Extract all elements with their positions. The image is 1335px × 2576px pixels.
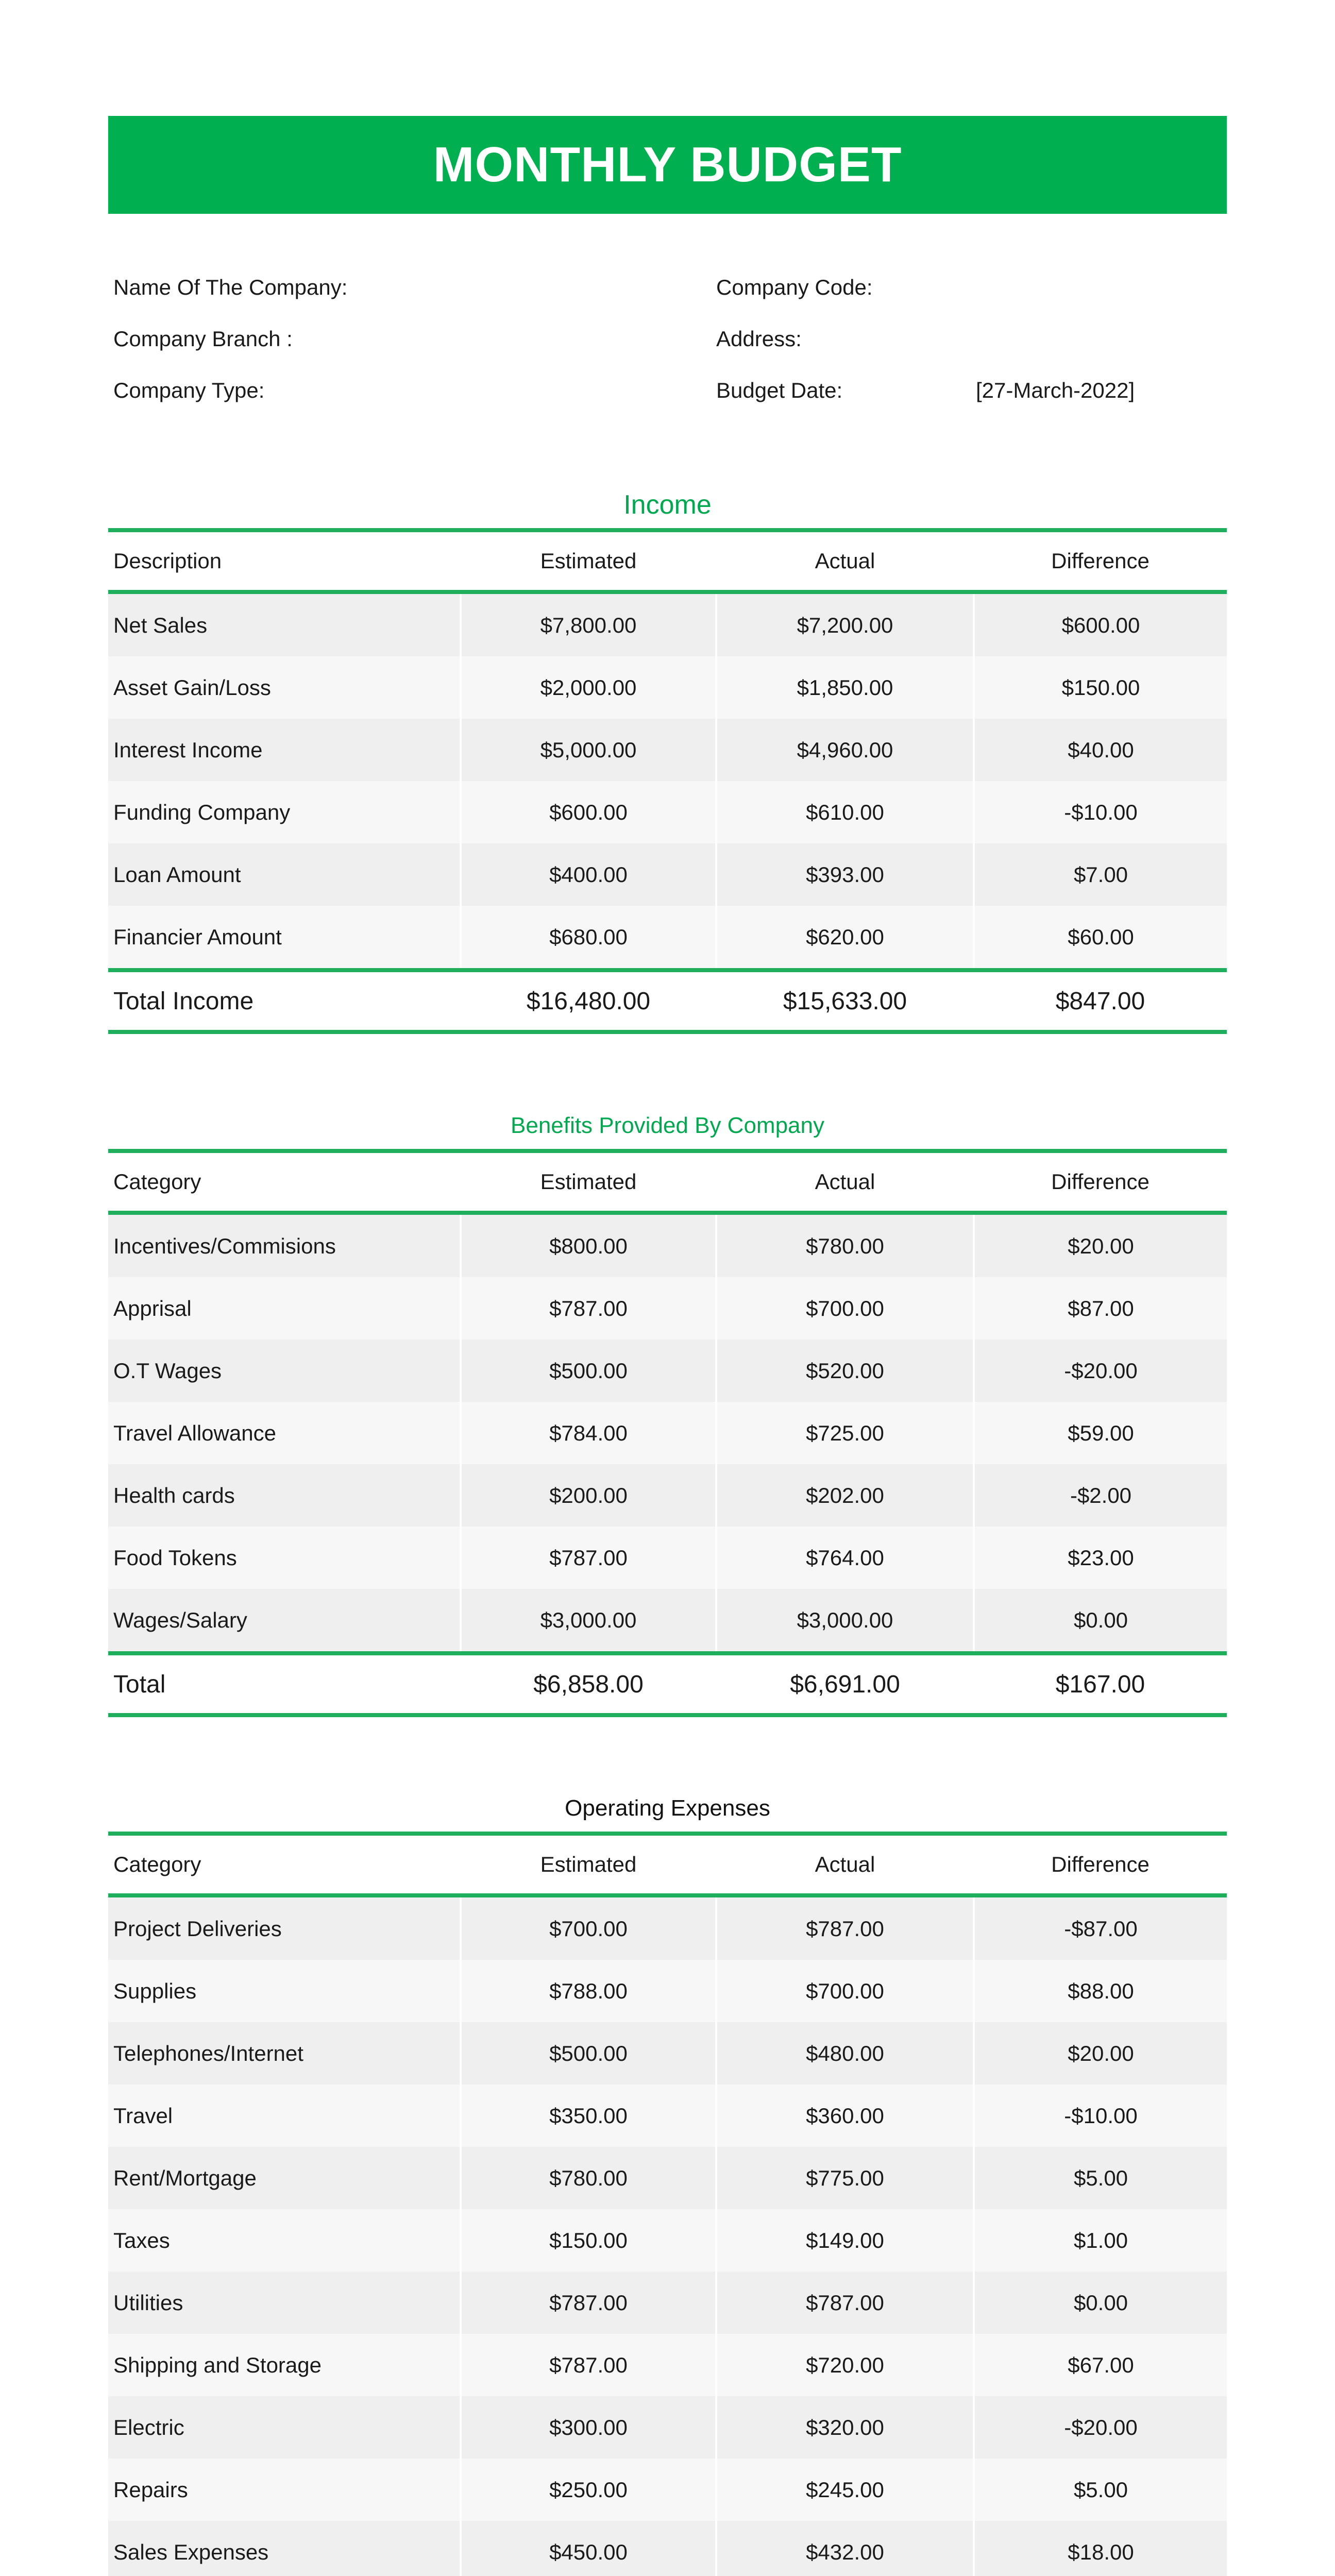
difference-cell: $60.00 <box>974 906 1227 970</box>
table-row <box>108 1340 1227 1402</box>
actual-cell: $725.00 <box>716 1402 974 1464</box>
table-row <box>108 592 1227 656</box>
row-label: Rent/Mortgage <box>108 2147 461 2209</box>
difference-cell: -$2.00 <box>974 1464 1227 1527</box>
row-label: Health cards <box>108 1464 461 1527</box>
total-row <box>108 970 1227 1032</box>
estimated-cell: $680.00 <box>461 906 716 970</box>
row-label: Asset Gain/Loss <box>108 656 461 719</box>
estimated-cell: $250.00 <box>461 2459 716 2521</box>
actual-cell: $720.00 <box>716 2334 974 2396</box>
table-row <box>108 2147 1227 2209</box>
row-label: Financier Amount <box>108 906 461 970</box>
total-row <box>108 1653 1227 1715</box>
total-estimated: $6,858.00 <box>533 1670 644 1698</box>
table-header <box>108 1151 1227 1213</box>
row-label: Project Deliveries <box>108 1895 461 1960</box>
header-row <box>108 530 1227 592</box>
actual-cell: $520.00 <box>716 1340 974 1402</box>
difference-cell: $7.00 <box>974 843 1227 906</box>
income-title: Income <box>623 490 712 520</box>
table-header <box>108 530 1227 592</box>
estimated-cell: $200.00 <box>461 1464 716 1527</box>
header-actual: Actual <box>815 1170 875 1194</box>
difference-cell: -$87.00 <box>974 1895 1227 1960</box>
header-category: Category <box>113 1170 201 1194</box>
actual-cell: $787.00 <box>716 2272 974 2334</box>
table-row <box>108 656 1227 719</box>
estimated-cell: $800.00 <box>461 1213 716 1277</box>
row-label: Incentives/Commisions <box>108 1213 461 1277</box>
row-label: Telephones/Internet <box>108 2022 461 2084</box>
total-estimated: $16,480.00 <box>526 987 651 1015</box>
actual-cell: $432.00 <box>716 2521 974 2576</box>
table-row <box>108 2022 1227 2084</box>
difference-cell: $59.00 <box>974 1402 1227 1464</box>
header-estimated: Estimated <box>540 1852 637 1876</box>
row-label: Shipping and Storage <box>108 2334 461 2396</box>
table-row <box>108 1213 1227 1277</box>
row-label: Utilities <box>108 2272 461 2334</box>
estimated-cell: $787.00 <box>461 2272 716 2334</box>
estimated-cell: $300.00 <box>461 2396 716 2459</box>
total-difference: $167.00 <box>1055 1670 1145 1698</box>
estimated-cell: $5,000.00 <box>461 719 716 781</box>
budget-date-label: Budget Date: <box>716 378 843 402</box>
table-row <box>108 1464 1227 1527</box>
budget-date-value: [27-March-2022] <box>976 378 1135 402</box>
table-row <box>108 1527 1227 1589</box>
header-estimated: Estimated <box>540 549 637 573</box>
estimated-cell: $780.00 <box>461 2147 716 2209</box>
actual-cell: $393.00 <box>716 843 974 906</box>
table-row <box>108 1895 1227 1960</box>
difference-cell: $5.00 <box>974 2147 1227 2209</box>
benefits-table <box>108 1149 1227 1717</box>
difference-cell: $5.00 <box>974 2459 1227 2521</box>
actual-cell: $775.00 <box>716 2147 974 2209</box>
difference-cell: $67.00 <box>974 2334 1227 2396</box>
income-section <box>108 482 1227 1034</box>
table-row <box>108 719 1227 781</box>
header-description: Description <box>113 549 222 573</box>
row-label: Repairs <box>108 2459 461 2521</box>
table-row <box>108 2272 1227 2334</box>
estimated-cell: $2,000.00 <box>461 656 716 719</box>
actual-cell: $360.00 <box>716 2084 974 2147</box>
benefits-section <box>108 1103 1227 1717</box>
table-row <box>108 843 1227 906</box>
header-actual: Actual <box>815 1852 875 1876</box>
header-actual: Actual <box>815 549 875 573</box>
page-title: MONTHLY BUDGET <box>433 137 902 192</box>
estimated-cell: $700.00 <box>461 1895 716 1960</box>
difference-cell: -$10.00 <box>974 2084 1227 2147</box>
difference-cell: $1.00 <box>974 2209 1227 2272</box>
header-difference: Difference <box>1051 549 1150 573</box>
difference-cell: $88.00 <box>974 1960 1227 2022</box>
benefits-title: Benefits Provided By Company <box>511 1113 824 1138</box>
header-estimated: Estimated <box>540 1170 637 1194</box>
actual-cell: $620.00 <box>716 906 974 970</box>
income-table <box>108 528 1227 1034</box>
table-row <box>108 2209 1227 2272</box>
row-label: Funding Company <box>108 781 461 843</box>
actual-cell: $610.00 <box>716 781 974 843</box>
actual-cell: $320.00 <box>716 2396 974 2459</box>
estimated-cell: $787.00 <box>461 2334 716 2396</box>
difference-cell: $18.00 <box>974 2521 1227 2576</box>
operating-title: Operating Expenses <box>565 1795 770 1821</box>
estimated-cell: $784.00 <box>461 1402 716 1464</box>
estimated-cell: $3,000.00 <box>461 1589 716 1653</box>
operating-section <box>108 1785 1227 2576</box>
row-label: O.T Wages <box>108 1340 461 1402</box>
actual-cell: $149.00 <box>716 2209 974 2272</box>
table-row <box>108 2396 1227 2459</box>
actual-cell: $1,850.00 <box>716 656 974 719</box>
actual-cell: $700.00 <box>716 1960 974 2022</box>
table-header <box>108 1834 1227 1895</box>
header-category: Category <box>113 1852 201 1876</box>
actual-cell: $780.00 <box>716 1213 974 1277</box>
difference-cell: $87.00 <box>974 1277 1227 1340</box>
table-row <box>108 2459 1227 2521</box>
row-label: Loan Amount <box>108 843 461 906</box>
table-row <box>108 781 1227 843</box>
company-branch-label: Company Branch : <box>113 327 293 351</box>
estimated-cell: $788.00 <box>461 1960 716 2022</box>
estimated-cell: $600.00 <box>461 781 716 843</box>
difference-cell: $40.00 <box>974 719 1227 781</box>
estimated-cell: $450.00 <box>461 2521 716 2576</box>
actual-cell: $480.00 <box>716 2022 974 2084</box>
total-actual: $15,633.00 <box>783 987 907 1015</box>
estimated-cell: $500.00 <box>461 2022 716 2084</box>
row-label: Apprisal <box>108 1277 461 1340</box>
difference-cell: $600.00 <box>974 592 1227 656</box>
table-row <box>108 2334 1227 2396</box>
table-row <box>108 1589 1227 1653</box>
difference-cell: -$20.00 <box>974 1340 1227 1402</box>
row-label: Food Tokens <box>108 1527 461 1589</box>
estimated-cell: $400.00 <box>461 843 716 906</box>
total-label: Total Income <box>113 987 254 1015</box>
company-code-label: Company Code: <box>716 275 873 299</box>
row-label: Travel Allowance <box>108 1402 461 1464</box>
estimated-cell: $150.00 <box>461 2209 716 2272</box>
estimated-cell: $350.00 <box>461 2084 716 2147</box>
table-row <box>108 1402 1227 1464</box>
actual-cell: $245.00 <box>716 2459 974 2521</box>
total-difference: $847.00 <box>1055 987 1145 1015</box>
table-row <box>108 1960 1227 2022</box>
table-row <box>108 2521 1227 2576</box>
table-row <box>108 1277 1227 1340</box>
difference-cell: $0.00 <box>974 1589 1227 1653</box>
difference-cell: $20.00 <box>974 2022 1227 2084</box>
row-label: Electric <box>108 2396 461 2459</box>
estimated-cell: $7,800.00 <box>461 592 716 656</box>
header-difference: Difference <box>1051 1852 1150 1876</box>
company-type-label: Company Type: <box>113 378 265 402</box>
difference-cell: $20.00 <box>974 1213 1227 1277</box>
table-row <box>108 906 1227 970</box>
company-name-label: Name Of The Company: <box>113 275 348 299</box>
row-label: Taxes <box>108 2209 461 2272</box>
row-label: Sales Expenses <box>108 2521 461 2576</box>
row-label: Wages/Salary <box>108 1589 461 1653</box>
address-label: Address: <box>716 327 802 351</box>
header-row <box>108 1151 1227 1213</box>
difference-cell: $0.00 <box>974 2272 1227 2334</box>
row-label: Supplies <box>108 1960 461 2022</box>
difference-cell: -$20.00 <box>974 2396 1227 2459</box>
estimated-cell: $787.00 <box>461 1527 716 1589</box>
row-label: Travel <box>108 2084 461 2147</box>
operating-table <box>108 1832 1227 2576</box>
actual-cell: $700.00 <box>716 1277 974 1340</box>
row-label: Net Sales <box>108 592 461 656</box>
actual-cell: $3,000.00 <box>716 1589 974 1653</box>
difference-cell: $150.00 <box>974 656 1227 719</box>
estimated-cell: $500.00 <box>461 1340 716 1402</box>
header-difference: Difference <box>1051 1170 1150 1194</box>
difference-cell: $23.00 <box>974 1527 1227 1589</box>
actual-cell: $4,960.00 <box>716 719 974 781</box>
title-banner <box>108 116 1227 214</box>
actual-cell: $202.00 <box>716 1464 974 1527</box>
total-label: Total <box>113 1670 166 1698</box>
actual-cell: $764.00 <box>716 1527 974 1589</box>
total-actual: $6,691.00 <box>790 1670 900 1698</box>
estimated-cell: $787.00 <box>461 1277 716 1340</box>
row-label: Interest Income <box>108 719 461 781</box>
difference-cell: -$10.00 <box>974 781 1227 843</box>
header-row <box>108 1834 1227 1895</box>
table-row <box>108 2084 1227 2147</box>
actual-cell: $787.00 <box>716 1895 974 1960</box>
actual-cell: $7,200.00 <box>716 592 974 656</box>
